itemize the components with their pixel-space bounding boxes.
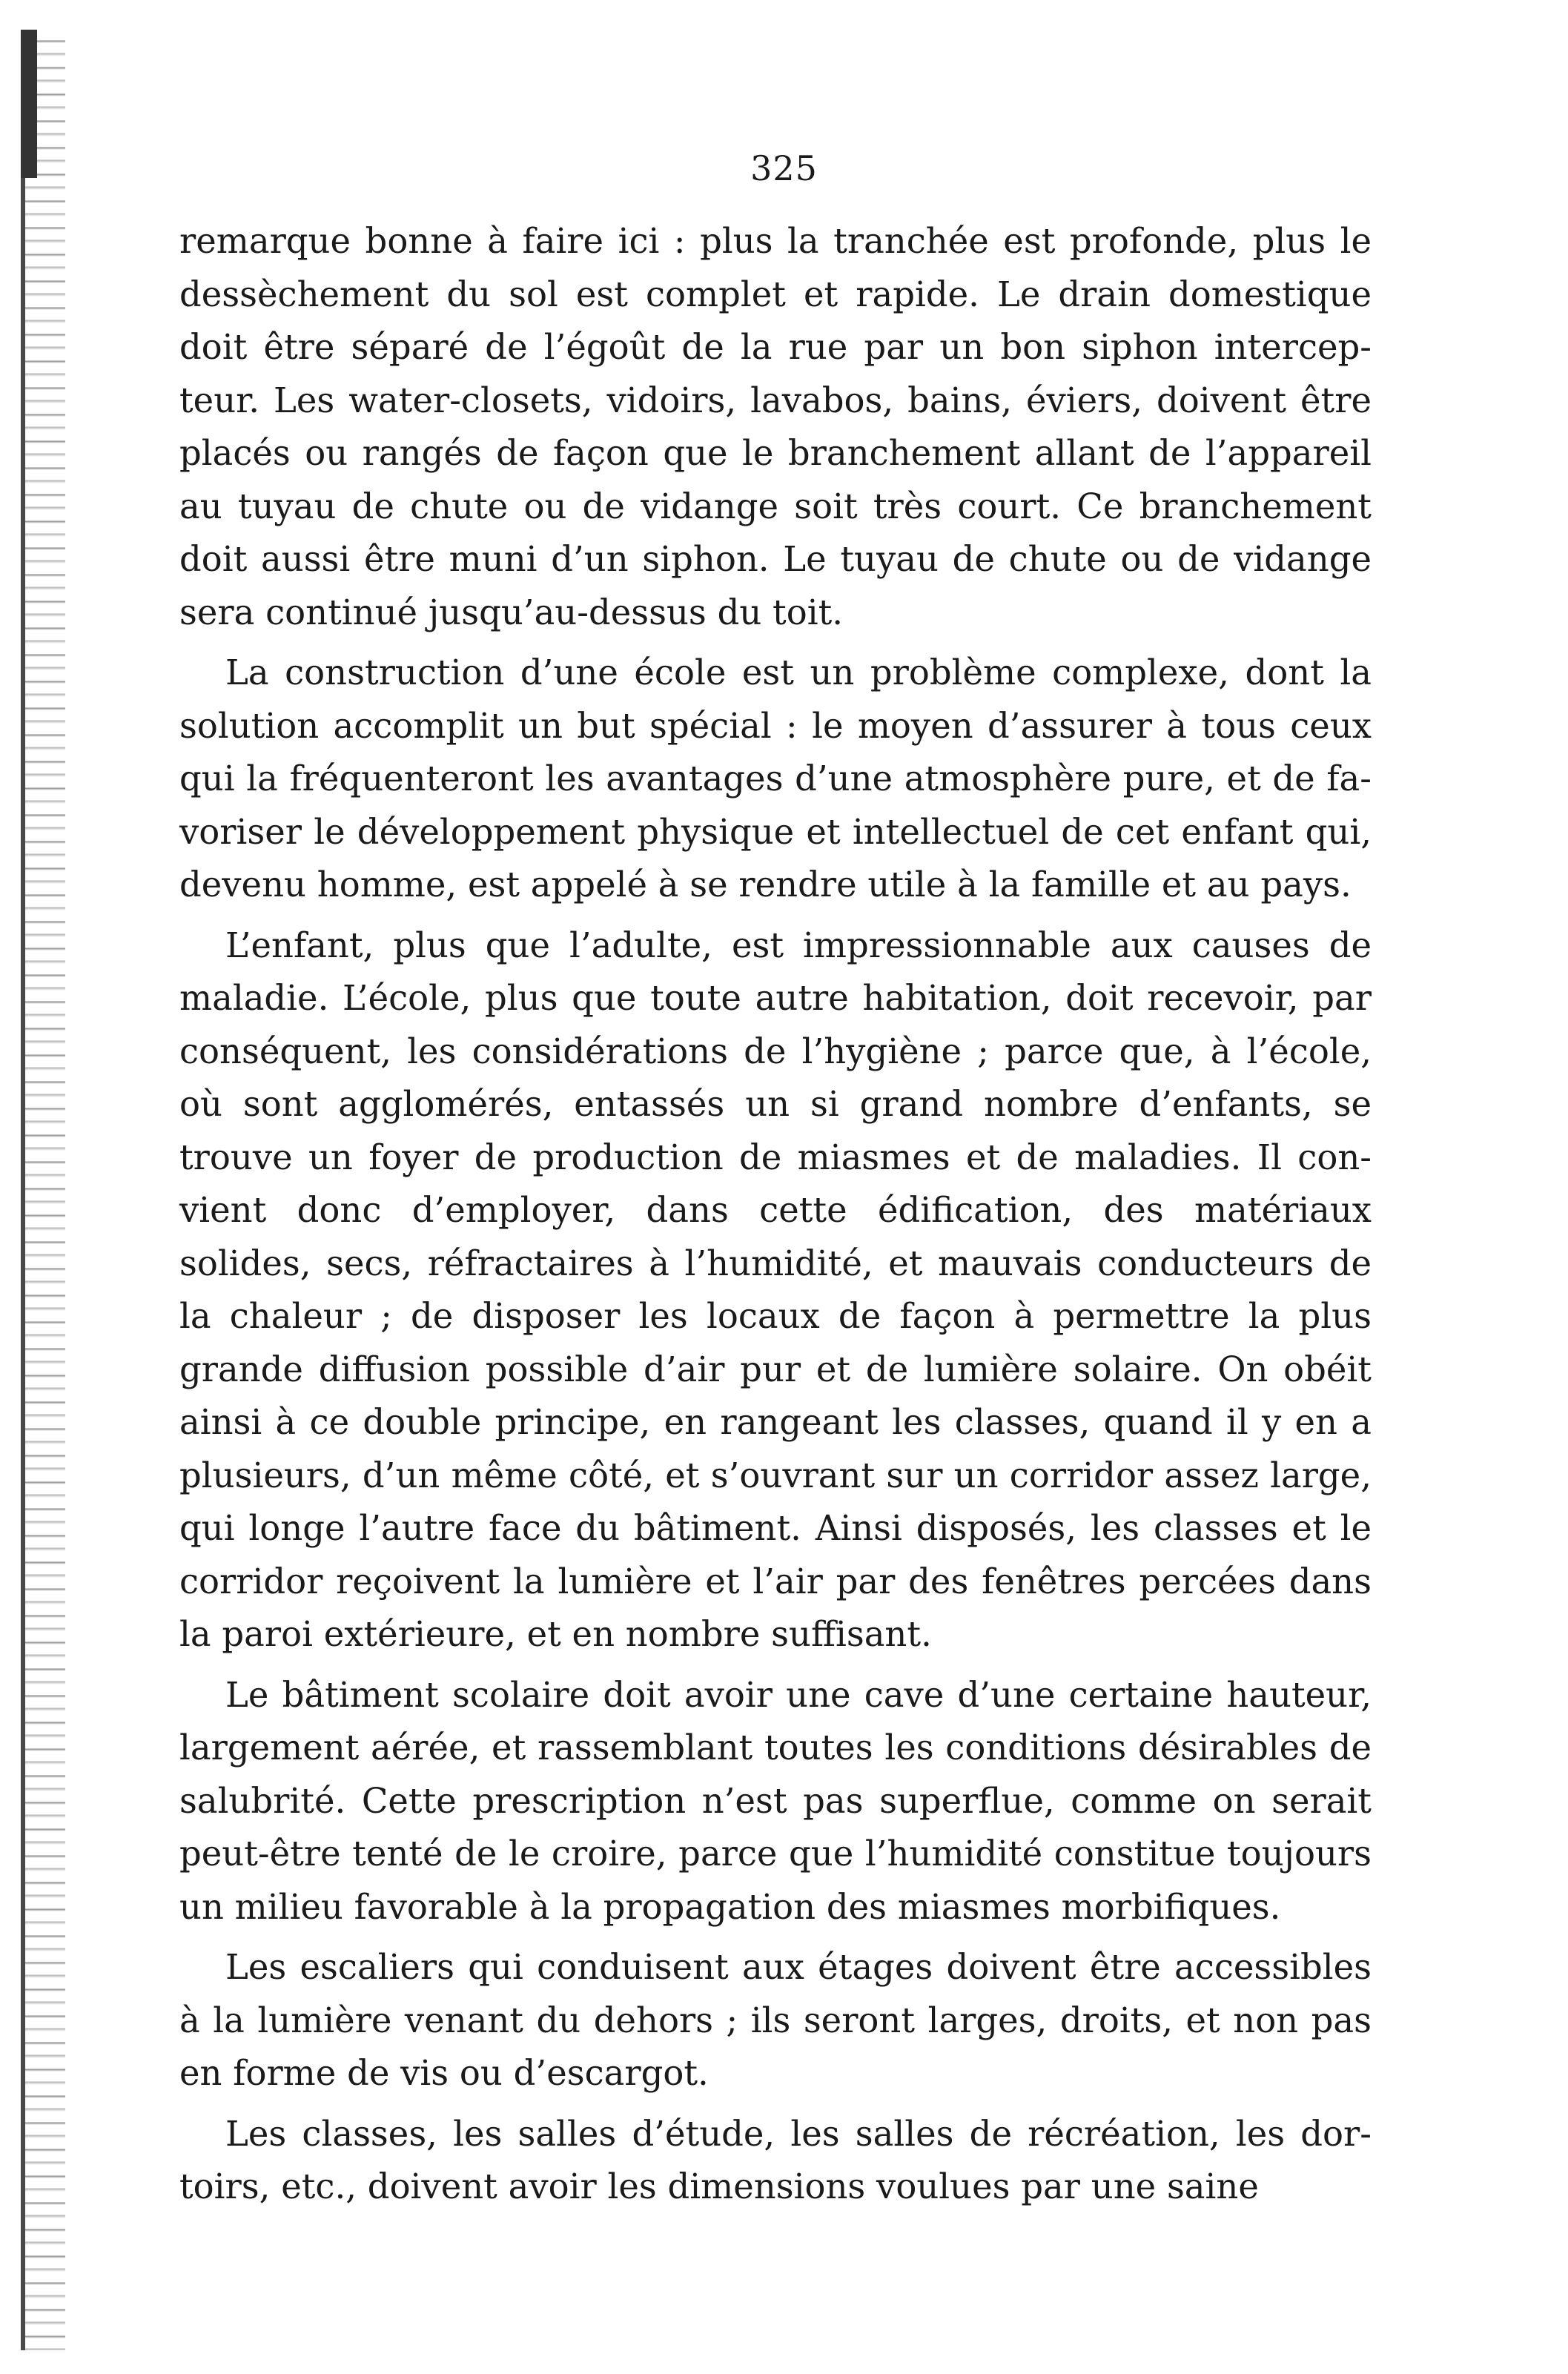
paragraph-4: Le bâtiment scolaire doit avoir une cave d’une certaine hauteur, largement aérée, et rassemblant toutes les conditions désirables de salubrité. Cette prescription n’est pas superflue, comme on serait peut-être tenté de le croire, parce que l’humidité constitue toujours un milieu favorable à la propagation des miasmes morbifiques.: [179, 1674, 1372, 1927]
paragraph-2: La construction d’une école est un problème complexe, dont la solution accomplit un but spécial : le moyen d’assurer à tous ceux qui la fréquenteront les avantages d’une atmosphère pure, et de favoriser le développement physique et intellectuel de cet enfant qui, devenu homme, est appelé à se rendre utile à la famille et au pays.: [179, 652, 1372, 905]
body-text: [179, 215, 1372, 2221]
paragraph-3: L’enfant, plus que l’adulte, est impressionnable aux causes de maladie. L’école, plus que toute autre habitation, doit recevoir, par conséquent, les considérations de l’hygiène ; parce que, à l’école, où sont agglomérés, entassés un si grand nombre d’enfants, se trouve un foyer de production de miasmes et de maladies. Il convient donc d’employer, dans cette édification, des matériaux solides, secs, réfractaires à l’humidité, et mauvais conducteurs de la chaleur ; de disposer les locaux de façon à permettre la plus grande diffusion possible d’air pur et de lumière solaire. On obéit ainsi à ce double principe, en rangeant les classes, quand il y en a plusieurs, d’un même côté, et s’ouvrant sur un corridor assez large, qui longe l’autre face du bâtiment. Ainsi disposés, les classes et le corridor reçoivent la lumière et l’air par des fenêtres percées dans la paroi extérieure, et en nombre suffisant.: [179, 925, 1372, 1654]
page-number: 325: [750, 148, 818, 188]
paragraph-1: remarque bonne à faire ici : plus la tranchée est profonde, plus le dessèchement du sol est complet et rapide. Le drain domestique doit être séparé de l’égoût de la rue par un bon siphon intercepteur. Les water-closets, vidoirs, lavabos, bains, éviers, doivent être placés ou rangés de façon que le branchement allant de l’appareil au tuyau de chute ou de vidange soit très court. Ce branchement doit aussi être muni d’un siphon. Le tuyau de chute ou de vidange sera continué jusqu’au-dessus du toit.: [179, 221, 1372, 632]
paragraph-5: Les escaliers qui conduisent aux étages doivent être accessibles à la lumière venant du dehors ; ils seront larges, droits, et non pas en forme de vis ou d’escargot.: [179, 1947, 1372, 2093]
page-binding-edge: [21, 30, 65, 2350]
paragraph-6: Les classes, les salles d’étude, les salles de récréation, les dortoirs, etc., doivent avoir les dimensions voulues par une saine: [179, 2113, 1372, 2206]
